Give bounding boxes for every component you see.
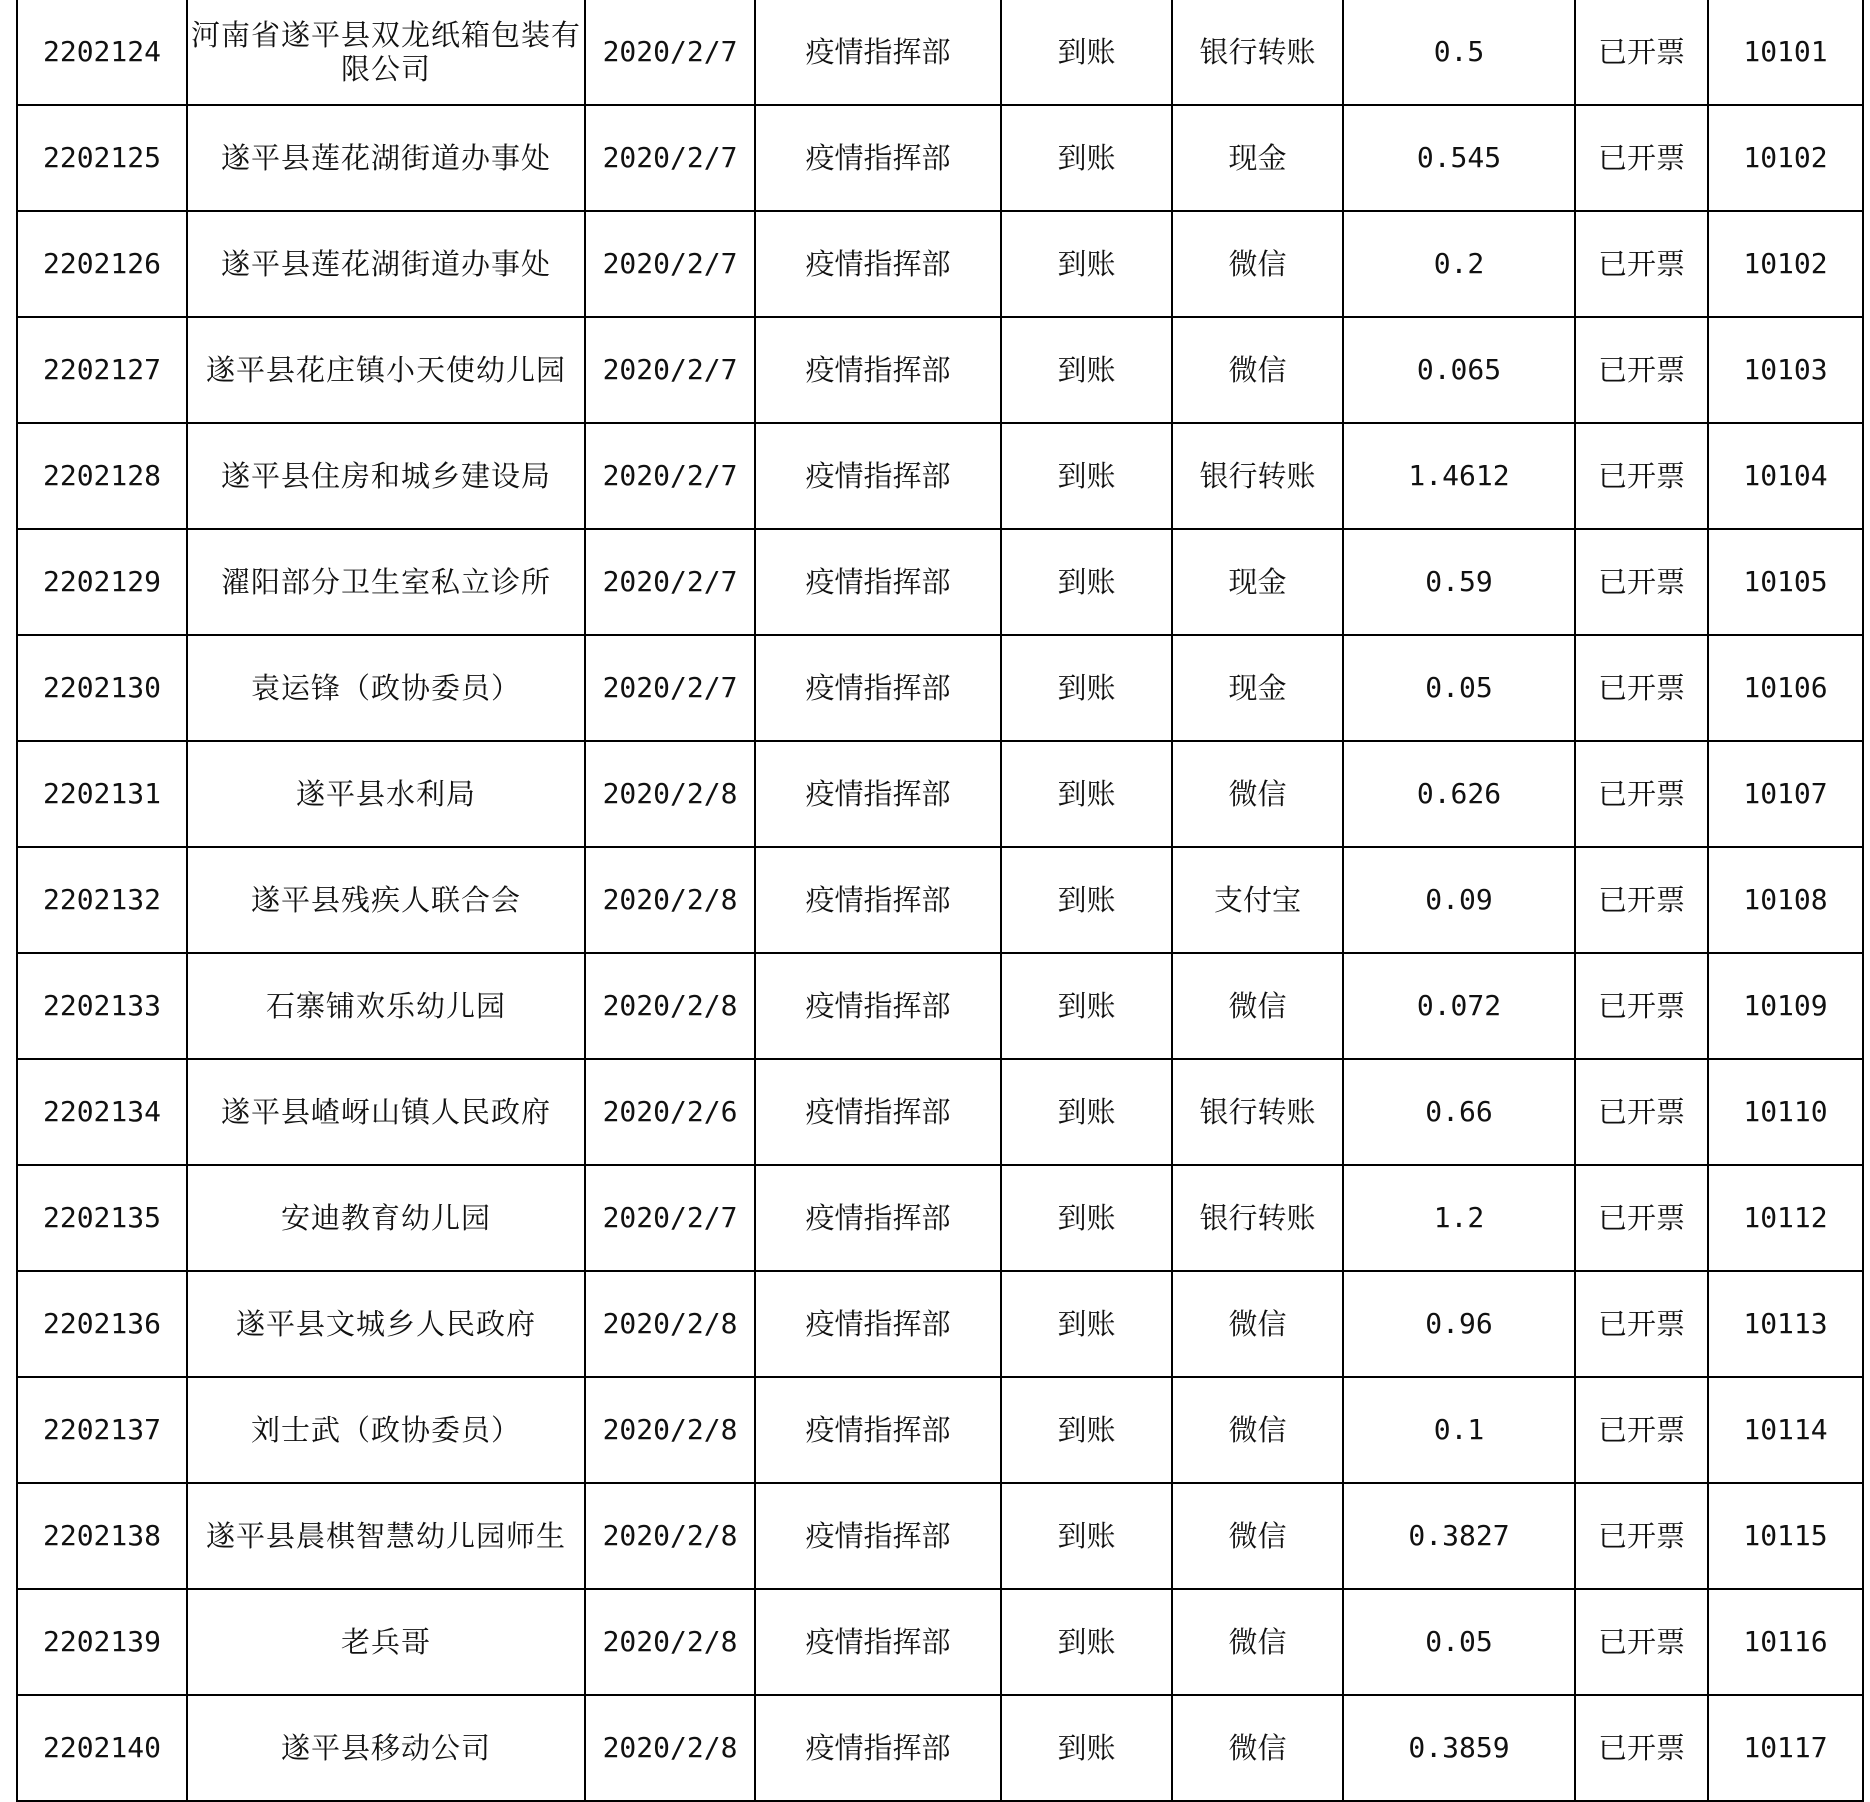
cell-date: 2020/2/8	[585, 1589, 755, 1695]
cell-status: 到账	[1001, 1483, 1172, 1589]
cell-donor: 遂平县晨棋智慧幼儿园师生	[187, 1483, 585, 1589]
cell-record-id: 2202130	[17, 635, 187, 741]
cell-invoice-status: 已开票	[1575, 211, 1708, 317]
cell-status: 到账	[1001, 741, 1172, 847]
cell-status: 到账	[1001, 1377, 1172, 1483]
cell-status: 到账	[1001, 635, 1172, 741]
cell-record-id: 2202139	[17, 1589, 187, 1695]
cell-code: 10104	[1708, 423, 1863, 529]
table-row	[17, 953, 1863, 1059]
cell-donor: 遂平县水利局	[187, 741, 585, 847]
cell-status: 到账	[1001, 423, 1172, 529]
cell-donor: 河南省遂平县双龙纸箱包装有限公司	[187, 0, 585, 105]
cell-donor: 石寨铺欢乐幼儿园	[187, 953, 585, 1059]
cell-status: 到账	[1001, 529, 1172, 635]
cell-department: 疫情指挥部	[755, 105, 1001, 211]
cell-code: 10113	[1708, 1271, 1863, 1377]
cell-amount: 0.59	[1343, 529, 1575, 635]
cell-code: 10102	[1708, 105, 1863, 211]
cell-invoice-status: 已开票	[1575, 1059, 1708, 1165]
cell-date: 2020/2/8	[585, 741, 755, 847]
cell-donor: 遂平县莲花湖街道办事处	[187, 211, 585, 317]
cell-payment-method: 支付宝	[1172, 847, 1343, 953]
cell-code: 10112	[1708, 1165, 1863, 1271]
table-row	[17, 317, 1863, 423]
cell-record-id: 2202135	[17, 1165, 187, 1271]
cell-department: 疫情指挥部	[755, 1377, 1001, 1483]
cell-department: 疫情指挥部	[755, 211, 1001, 317]
cell-record-id: 2202138	[17, 1483, 187, 1589]
cell-invoice-status: 已开票	[1575, 635, 1708, 741]
cell-invoice-status: 已开票	[1575, 1271, 1708, 1377]
cell-payment-method: 现金	[1172, 529, 1343, 635]
cell-date: 2020/2/8	[585, 1483, 755, 1589]
cell-department: 疫情指挥部	[755, 1165, 1001, 1271]
cell-status: 到账	[1001, 1271, 1172, 1377]
cell-amount: 0.05	[1343, 1589, 1575, 1695]
cell-invoice-status: 已开票	[1575, 1695, 1708, 1801]
table-row	[17, 741, 1863, 847]
cell-code: 10106	[1708, 635, 1863, 741]
cell-status: 到账	[1001, 1695, 1172, 1801]
table-row	[17, 1271, 1863, 1377]
cell-donor: 遂平县莲花湖街道办事处	[187, 105, 585, 211]
cell-record-id: 2202133	[17, 953, 187, 1059]
cell-invoice-status: 已开票	[1575, 953, 1708, 1059]
cell-payment-method: 微信	[1172, 1589, 1343, 1695]
cell-record-id: 2202131	[17, 741, 187, 847]
cell-status: 到账	[1001, 953, 1172, 1059]
cell-payment-method: 银行转账	[1172, 423, 1343, 529]
cell-code: 10105	[1708, 529, 1863, 635]
cell-payment-method: 微信	[1172, 1271, 1343, 1377]
cell-donor: 袁运锋（政协委员）	[187, 635, 585, 741]
table-row	[17, 529, 1863, 635]
cell-donor: 刘士武（政协委员）	[187, 1377, 585, 1483]
cell-amount: 0.3827	[1343, 1483, 1575, 1589]
table-row	[17, 1377, 1863, 1483]
cell-department: 疫情指挥部	[755, 1695, 1001, 1801]
cell-code: 10107	[1708, 741, 1863, 847]
cell-invoice-status: 已开票	[1575, 423, 1708, 529]
cell-payment-method: 微信	[1172, 211, 1343, 317]
cell-date: 2020/2/7	[585, 211, 755, 317]
cell-date: 2020/2/7	[585, 1165, 755, 1271]
table-row	[17, 105, 1863, 211]
cell-invoice-status: 已开票	[1575, 741, 1708, 847]
donation-table	[16, 0, 1864, 1802]
cell-amount: 0.065	[1343, 317, 1575, 423]
cell-date: 2020/2/7	[585, 317, 755, 423]
cell-code: 10117	[1708, 1695, 1863, 1801]
table-row	[17, 1165, 1863, 1271]
cell-status: 到账	[1001, 1059, 1172, 1165]
cell-payment-method: 银行转账	[1172, 1165, 1343, 1271]
table-row	[17, 1483, 1863, 1589]
cell-invoice-status: 已开票	[1575, 529, 1708, 635]
cell-date: 2020/2/8	[585, 1271, 755, 1377]
cell-invoice-status: 已开票	[1575, 105, 1708, 211]
cell-amount: 0.5	[1343, 0, 1575, 105]
cell-code: 10101	[1708, 0, 1863, 105]
cell-date: 2020/2/8	[585, 847, 755, 953]
table-row	[17, 635, 1863, 741]
table-row	[17, 1695, 1863, 1801]
cell-payment-method: 微信	[1172, 1483, 1343, 1589]
table-row	[17, 211, 1863, 317]
cell-payment-method: 现金	[1172, 635, 1343, 741]
cell-status: 到账	[1001, 211, 1172, 317]
cell-record-id: 2202125	[17, 105, 187, 211]
cell-code: 10103	[1708, 317, 1863, 423]
cell-date: 2020/2/8	[585, 1695, 755, 1801]
cell-date: 2020/2/7	[585, 529, 755, 635]
cell-code: 10109	[1708, 953, 1863, 1059]
table-row	[17, 1059, 1863, 1165]
cell-department: 疫情指挥部	[755, 953, 1001, 1059]
cell-status: 到账	[1001, 105, 1172, 211]
cell-record-id: 2202132	[17, 847, 187, 953]
cell-record-id: 2202129	[17, 529, 187, 635]
cell-amount: 0.96	[1343, 1271, 1575, 1377]
cell-department: 疫情指挥部	[755, 847, 1001, 953]
cell-payment-method: 微信	[1172, 741, 1343, 847]
cell-date: 2020/2/7	[585, 105, 755, 211]
cell-department: 疫情指挥部	[755, 423, 1001, 529]
cell-date: 2020/2/7	[585, 635, 755, 741]
cell-amount: 1.4612	[1343, 423, 1575, 529]
cell-department: 疫情指挥部	[755, 1059, 1001, 1165]
cell-amount: 0.66	[1343, 1059, 1575, 1165]
table-body	[17, 0, 1863, 1801]
cell-department: 疫情指挥部	[755, 635, 1001, 741]
cell-record-id: 2202124	[17, 0, 187, 105]
cell-payment-method: 微信	[1172, 1377, 1343, 1483]
cell-status: 到账	[1001, 0, 1172, 105]
table-row	[17, 847, 1863, 953]
cell-donor: 遂平县文城乡人民政府	[187, 1271, 585, 1377]
cell-record-id: 2202137	[17, 1377, 187, 1483]
cell-code: 10102	[1708, 211, 1863, 317]
cell-donor: 遂平县嵖岈山镇人民政府	[187, 1059, 585, 1165]
cell-department: 疫情指挥部	[755, 1483, 1001, 1589]
cell-record-id: 2202126	[17, 211, 187, 317]
cell-amount: 0.545	[1343, 105, 1575, 211]
cell-amount: 0.626	[1343, 741, 1575, 847]
cell-amount: 0.2	[1343, 211, 1575, 317]
cell-date: 2020/2/7	[585, 0, 755, 105]
cell-payment-method: 银行转账	[1172, 0, 1343, 105]
cell-payment-method: 微信	[1172, 1695, 1343, 1801]
cell-record-id: 2202134	[17, 1059, 187, 1165]
cell-code: 10115	[1708, 1483, 1863, 1589]
cell-payment-method: 银行转账	[1172, 1059, 1343, 1165]
cell-amount: 0.072	[1343, 953, 1575, 1059]
table-row	[17, 0, 1863, 105]
cell-invoice-status: 已开票	[1575, 1377, 1708, 1483]
cell-invoice-status: 已开票	[1575, 847, 1708, 953]
cell-payment-method: 微信	[1172, 953, 1343, 1059]
cell-donor: 遂平县移动公司	[187, 1695, 585, 1801]
cell-donor: 遂平县残疾人联合会	[187, 847, 585, 953]
cell-department: 疫情指挥部	[755, 741, 1001, 847]
cell-amount: 0.09	[1343, 847, 1575, 953]
cell-status: 到账	[1001, 847, 1172, 953]
cell-code: 10116	[1708, 1589, 1863, 1695]
cell-code: 10108	[1708, 847, 1863, 953]
cell-status: 到账	[1001, 317, 1172, 423]
cell-department: 疫情指挥部	[755, 1589, 1001, 1695]
cell-donor: 遂平县花庄镇小天使幼儿园	[187, 317, 585, 423]
cell-department: 疫情指挥部	[755, 529, 1001, 635]
cell-payment-method: 现金	[1172, 105, 1343, 211]
cell-donor: 遂平县住房和城乡建设局	[187, 423, 585, 529]
cell-status: 到账	[1001, 1165, 1172, 1271]
cell-record-id: 2202136	[17, 1271, 187, 1377]
cell-department: 疫情指挥部	[755, 317, 1001, 423]
cell-amount: 0.3859	[1343, 1695, 1575, 1801]
cell-department: 疫情指挥部	[755, 0, 1001, 105]
cell-code: 10110	[1708, 1059, 1863, 1165]
cell-payment-method: 微信	[1172, 317, 1343, 423]
cell-amount: 1.2	[1343, 1165, 1575, 1271]
cell-record-id: 2202140	[17, 1695, 187, 1801]
cell-date: 2020/2/8	[585, 953, 755, 1059]
cell-date: 2020/2/6	[585, 1059, 755, 1165]
cell-donor: 安迪教育幼儿园	[187, 1165, 585, 1271]
cell-department: 疫情指挥部	[755, 1271, 1001, 1377]
cell-code: 10114	[1708, 1377, 1863, 1483]
cell-invoice-status: 已开票	[1575, 1589, 1708, 1695]
cell-invoice-status: 已开票	[1575, 0, 1708, 105]
cell-invoice-status: 已开票	[1575, 1165, 1708, 1271]
cell-status: 到账	[1001, 1589, 1172, 1695]
table-row	[17, 423, 1863, 529]
cell-record-id: 2202128	[17, 423, 187, 529]
cell-date: 2020/2/7	[585, 423, 755, 529]
cell-record-id: 2202127	[17, 317, 187, 423]
cell-amount: 0.1	[1343, 1377, 1575, 1483]
table-row	[17, 1589, 1863, 1695]
cell-donor: 老兵哥	[187, 1589, 585, 1695]
cell-date: 2020/2/8	[585, 1377, 755, 1483]
cell-invoice-status: 已开票	[1575, 317, 1708, 423]
cell-amount: 0.05	[1343, 635, 1575, 741]
cell-invoice-status: 已开票	[1575, 1483, 1708, 1589]
cell-donor: 濯阳部分卫生室私立诊所	[187, 529, 585, 635]
